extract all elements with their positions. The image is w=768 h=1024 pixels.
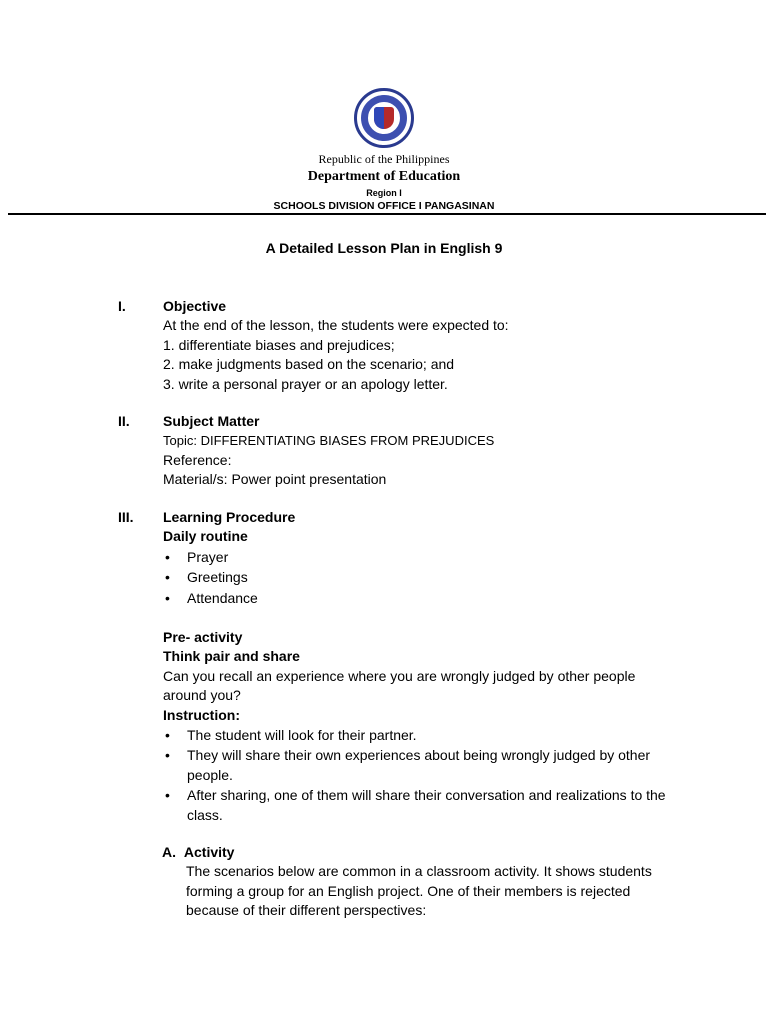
section-heading: Subject Matter	[163, 413, 260, 429]
republic-label: Republic of the Philippines	[318, 152, 450, 166]
region-label: Region I	[366, 188, 402, 198]
document-title: A Detailed Lesson Plan in English 9	[265, 240, 503, 256]
activity-heading: Activity	[183, 844, 235, 860]
list-item: • Greetings	[165, 569, 248, 586]
letterhead	[0, 88, 768, 212]
materials-line: Material/s: Power point presentation	[163, 471, 387, 488]
section-heading: Learning Procedure	[163, 509, 296, 525]
activity-text: The scenarios below are common in a classroom activity. It shows students forming a group for an English project. One of their members is rejected because of their different perspectives:	[186, 863, 652, 919]
section-number: I.	[118, 298, 126, 314]
section-activity	[162, 843, 682, 921]
office-label: SCHOOLS DIVISION OFFICE I PANGASINAN	[273, 200, 495, 212]
deped-seal-icon	[354, 88, 414, 148]
objective-item: 2. make judgments based on the scenario; and	[163, 356, 455, 373]
activity-letter: A.	[162, 844, 176, 860]
reference-line: Reference:	[163, 451, 232, 468]
objective-item: 3. write a personal prayer or an apology letter.	[163, 375, 448, 392]
list-item: • Prayer	[165, 548, 229, 565]
objective-item: 1. differentiate biases and prejudices;	[163, 336, 395, 353]
pre-activity-heading: Pre- activity	[163, 629, 243, 646]
recall-question: Can you recall an experience where you are wrongly judged by other people around you?	[163, 667, 636, 704]
routine-list	[163, 548, 673, 608]
instruction-list	[163, 726, 673, 825]
list-item: • The student will look for their partner.	[165, 727, 417, 744]
objective-intro: At the end of the lesson, the students were expected to:	[163, 317, 509, 334]
header-divider	[8, 213, 766, 215]
routine-heading: Daily routine	[163, 528, 248, 545]
section-heading: Objective	[163, 298, 227, 314]
list-item: • After sharing, one of them will share their conversation and realizations to the class.	[165, 787, 666, 823]
instruction-label: Instruction:	[163, 706, 240, 723]
section-number: III.	[118, 509, 134, 525]
list-item: • They will share their own experiences about being wrongly judged by other people.	[165, 747, 651, 783]
topic-line: Topic: DIFFERENTIATING BIASES FROM PREJUDICES	[163, 433, 495, 449]
list-item: • Attendance	[165, 589, 258, 606]
department-label: Department of Education	[307, 169, 461, 184]
think-pair-heading: Think pair and share	[163, 648, 300, 665]
section-number: II.	[118, 413, 130, 429]
